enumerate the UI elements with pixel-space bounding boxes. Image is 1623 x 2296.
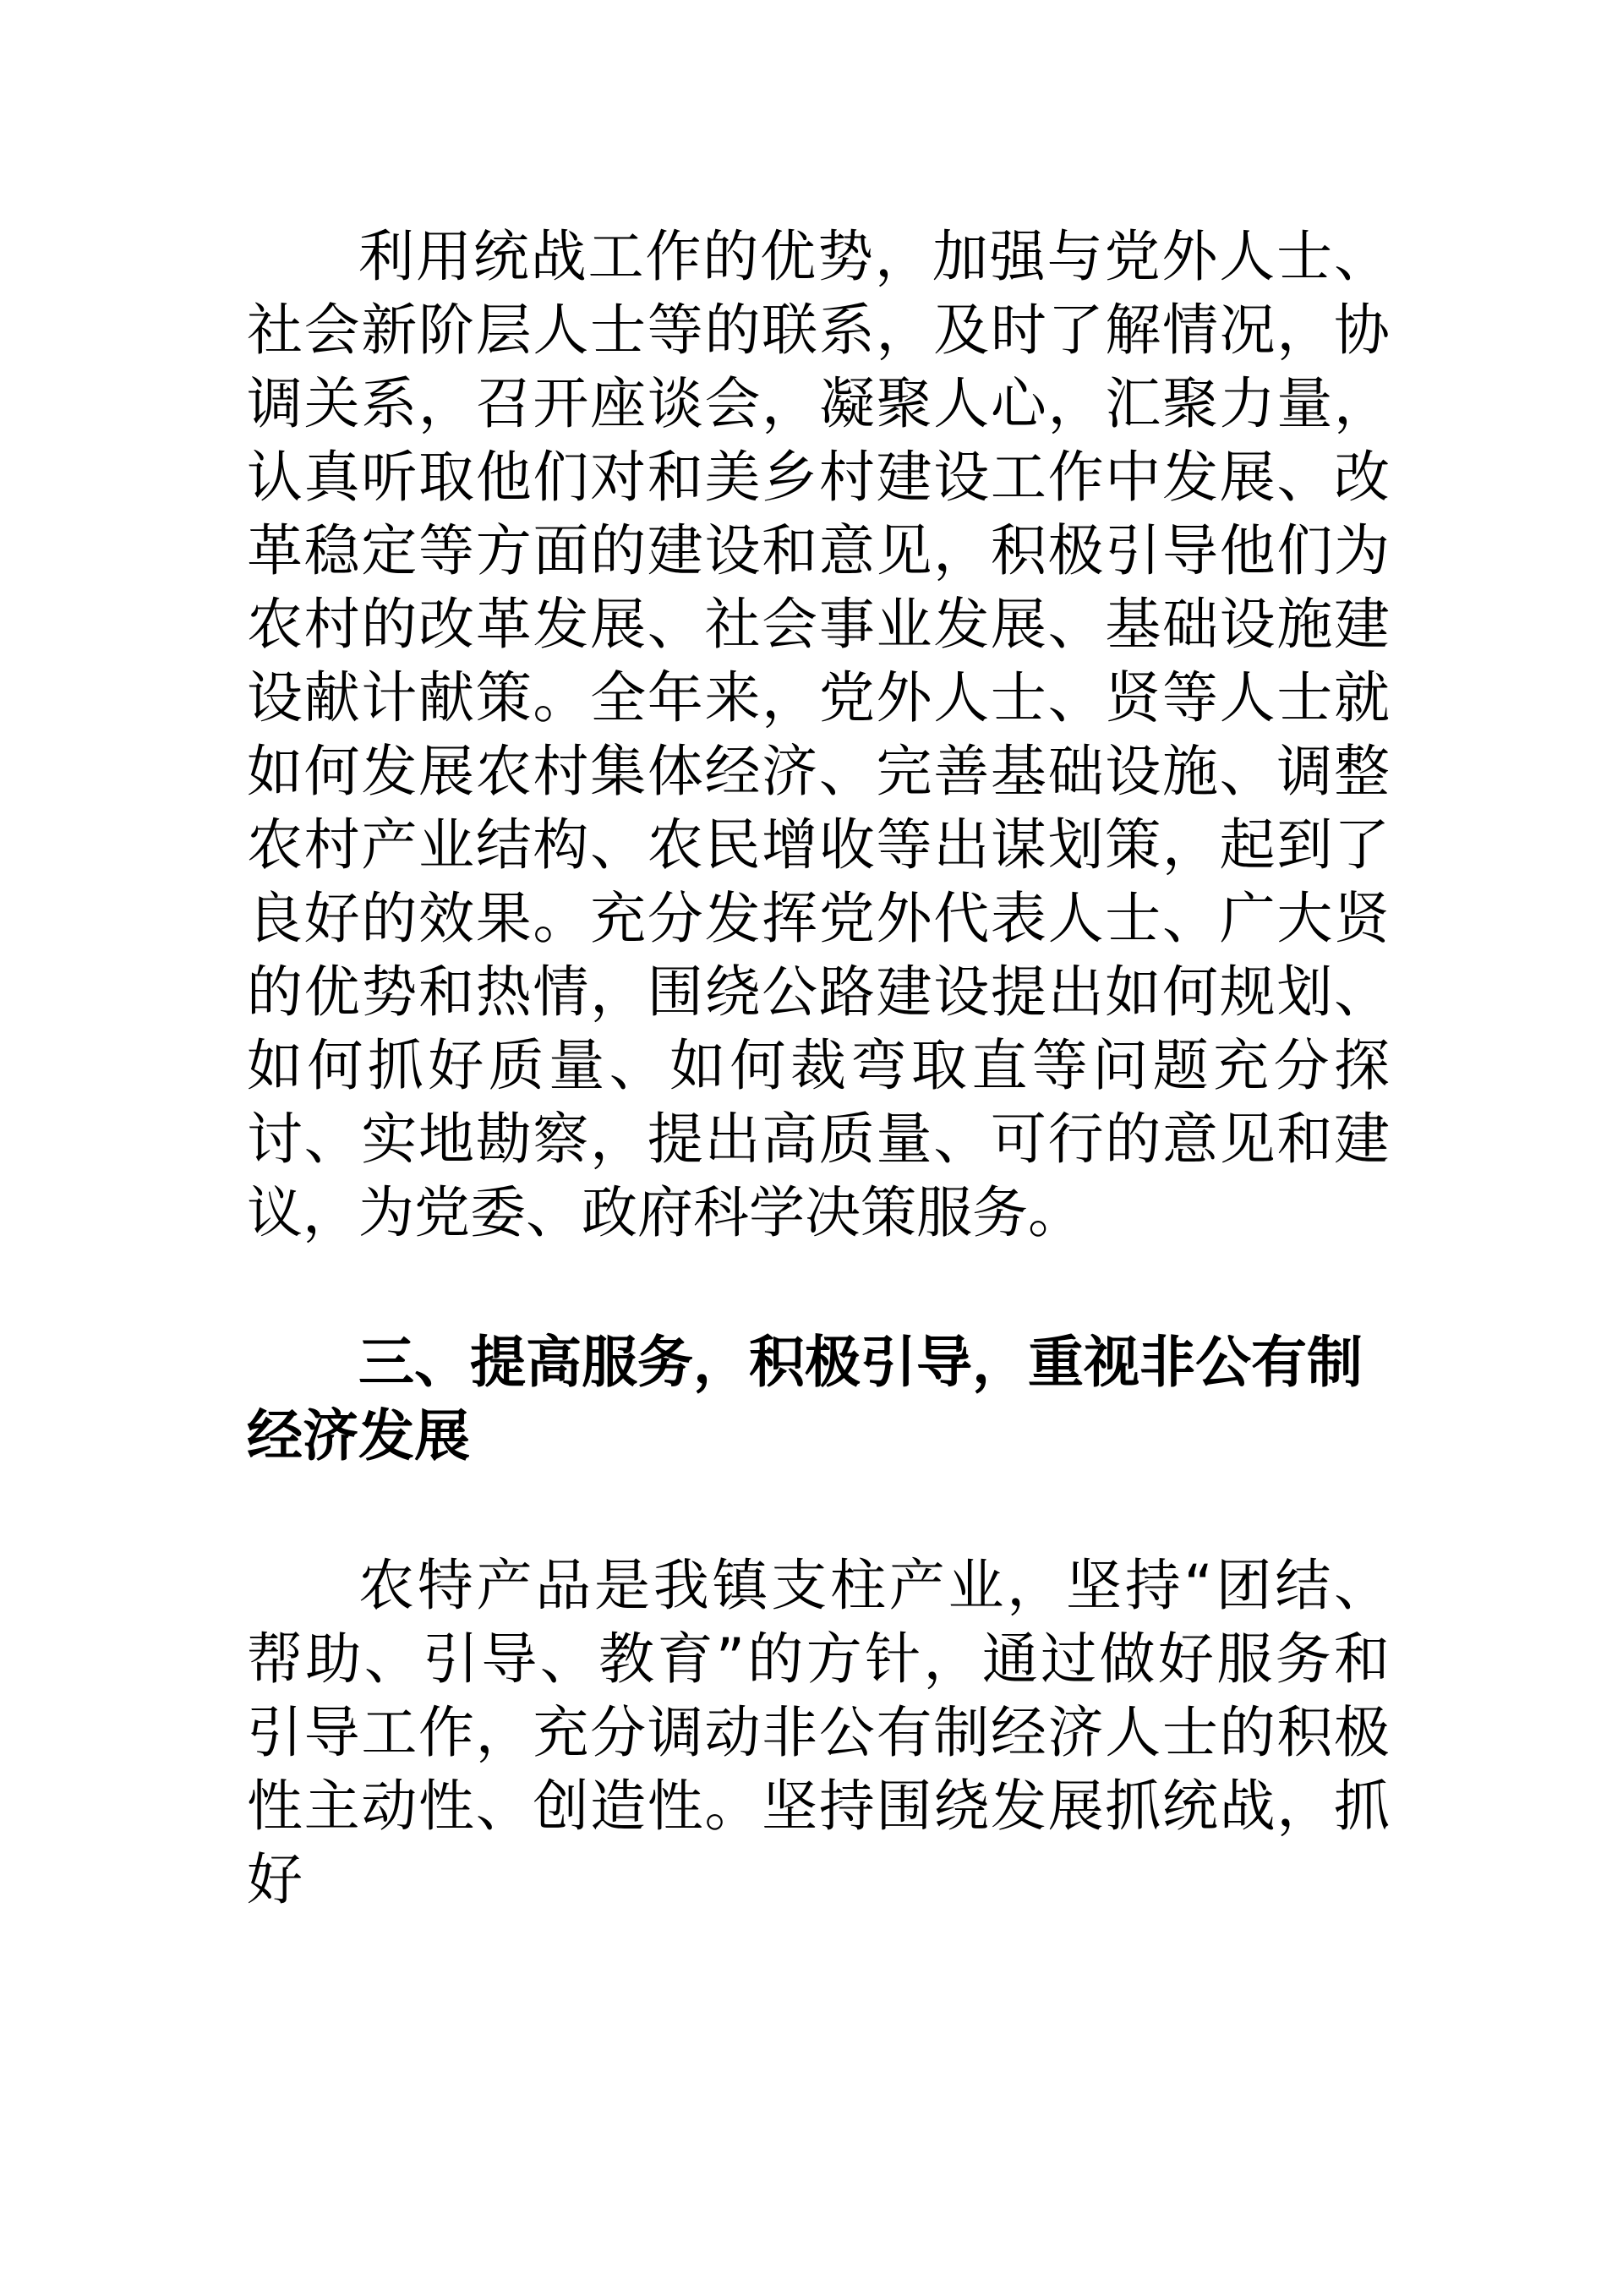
paragraph-agricultural-products: 农特产品是我镇支柱产业，坚持“团结、帮助、引导、教育”的方针，通过做好服务和引导工作，充分调动非公有制经济人士的积极性主动性、创造性。坚持围绕发展抓统战，抓好: [247, 1553, 1390, 1912]
section-heading-three: 三、提高服务，积极引导，重视非公有制经济发展: [247, 1330, 1363, 1468]
document-body: [247, 220, 1390, 1916]
paragraph-united-front-advantages: 利用统战工作的优势，加强与党外人士、社会新阶层人士等的联系，及时了解情况，协调关系，召开座谈会，凝聚人心，汇聚力量，认真听取他们对和美乡村建设工作中发展、改革稳定等方面的建设和意见，积极引导他们为农村的改革发展、社会事业发展、基础设施建设献计献策。全年来，党外人士、贤等人士就如何发展农村集体经济、完善基础设施、调整农村产业结构、农民增收等出谋划策，起到了良好的效果。充分发挥党外代表人士、广大贤的优势和热情，围绕公路建设提出如何规划、如何抓好质量、如何裁弯取直等问题充分探讨、实地勘察，提出高质量、可行的意见和建议，为党委、政府科学决策服务。: [247, 224, 1390, 1245]
